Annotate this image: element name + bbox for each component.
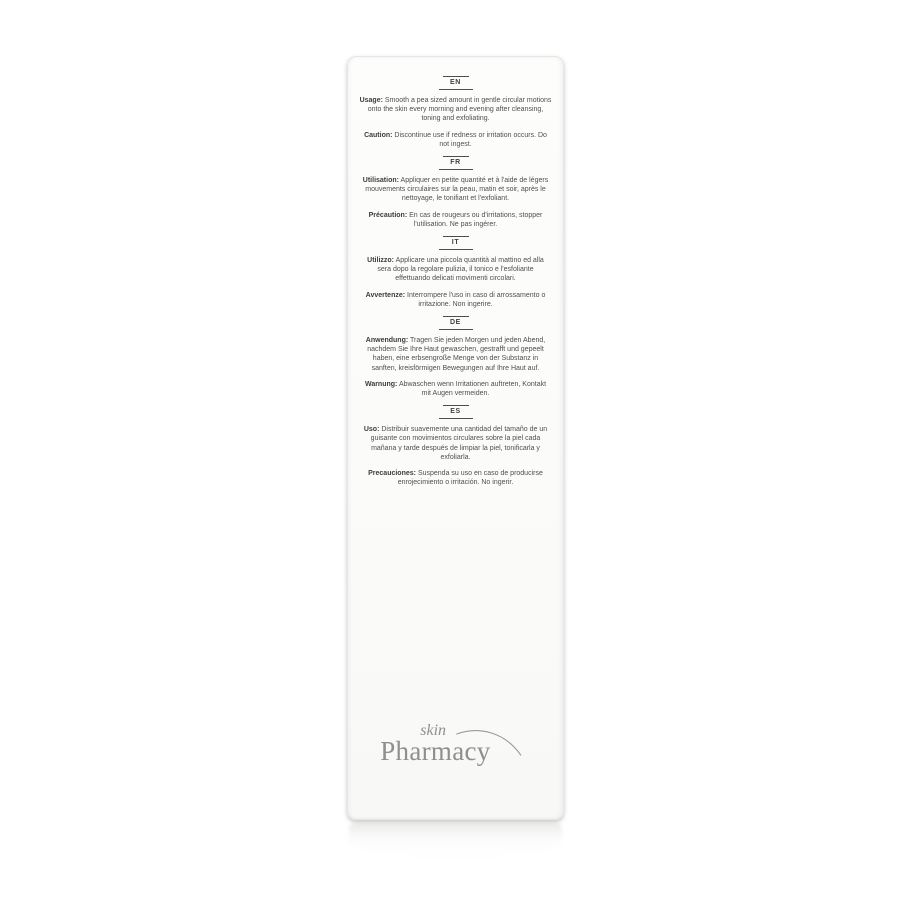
divider-line [443, 156, 469, 157]
logo-pharmacy-text: Pharmacy [380, 736, 491, 766]
es-usage-paragraph [360, 425, 552, 462]
paragraph-label: Utilizzo: [367, 257, 394, 265]
paragraph-text: Interrompere l'uso in caso di arrossamento o irritazione. Non ingerire. [407, 291, 546, 308]
paragraph-text: Discontinue use if redness or irritation occurs. Do not ingest. [394, 131, 547, 148]
lang-header-es [348, 405, 563, 419]
product-box-back-panel [347, 56, 564, 820]
paragraph-text: Applicare una piccola quantità al mattino ed alla sera dopo la regolare pulizia, il tonico e l'esfoliante effettuando delicati movimenti circolari. [377, 257, 544, 283]
divider-line [439, 329, 473, 330]
divider-line [443, 316, 469, 317]
paragraph-label: Anwendung: [365, 337, 409, 345]
lang-header-fr [348, 156, 563, 170]
es-caution-paragraph [360, 469, 552, 487]
it-usage-paragraph [360, 256, 552, 284]
paragraph-label: Avvertenze: [365, 291, 406, 299]
en-usage-paragraph [360, 96, 552, 124]
paragraph-label: Précaution: [368, 211, 408, 219]
paragraph-text: Tragen Sie jeden Morgen und jeden Abend, nachdem Sie Ihre Haut gewaschen, gestrafft und gepeelt haben, eine erbsengroße Menge von der Substanz in sanften, kreisförmigen Bewegungen auf Ihre Haut auf. [367, 337, 546, 372]
lang-code-it: IT [451, 239, 460, 247]
logo-skin-text: skin [420, 722, 447, 739]
paragraph-text: Smooth a pea sized amount in gentle circular motions onto the skin every morning and evening after cleansing, toning and exfoliating. [367, 97, 552, 123]
divider-line [439, 418, 473, 419]
lang-code-en: EN [450, 79, 461, 86]
lang-header-de [348, 316, 563, 330]
paragraph-label: Usage: [359, 97, 383, 104]
paragraph-label: Warnung: [364, 380, 398, 388]
paragraph-label: Caution: [364, 131, 393, 139]
paragraph-text: Suspenda su uso en caso de producirse enrojecimiento o irritación. No ingerir. [397, 470, 543, 487]
paragraph-label: Precauciones: [368, 470, 416, 478]
paragraph-text: Abwaschen wenn Irritationen auftreten, Kontakt mit Augen vermeiden. [398, 380, 547, 398]
lang-header-en [348, 76, 563, 90]
fr-caution-paragraph [360, 211, 552, 229]
divider-line [439, 89, 473, 90]
paragraph-text: Distribuir suavemente una cantidad del tamaño de un guisante con movimientos circulares sobre la piel cada mañana y tarde después de limpiar la piel, tonificarla y exfoliarla. [370, 426, 548, 461]
box-reflection [349, 823, 562, 859]
paragraph-label: Utilisation: [362, 177, 399, 185]
divider-line [443, 405, 469, 406]
skin-pharmacy-logo [380, 722, 522, 775]
it-caution-paragraph [360, 291, 552, 309]
de-usage-paragraph [360, 336, 552, 373]
lang-code-de: DE [450, 319, 461, 327]
paragraph-label: Uso: [363, 426, 380, 434]
paragraph-text: Appliquer en petite quantité et à l'aide de légers mouvements circulaires sur la peau, matin et soir, après le nettoyage, le tonifiant et l'exfoliant. [365, 177, 549, 203]
lang-header-it [348, 236, 563, 250]
divider-line [443, 76, 469, 77]
divider-line [443, 236, 469, 237]
de-caution-paragraph [360, 380, 552, 398]
fr-usage-paragraph [360, 176, 552, 204]
en-caution-paragraph [360, 131, 552, 149]
divider-line [439, 249, 473, 250]
paragraph-text: En cas de rougeurs ou d'irritations, stopper l'utilisation. Ne pas ingérer. [409, 211, 543, 228]
lang-code-fr: FR [450, 159, 461, 167]
lang-code-es: ES [450, 408, 461, 416]
divider-line [439, 169, 473, 170]
